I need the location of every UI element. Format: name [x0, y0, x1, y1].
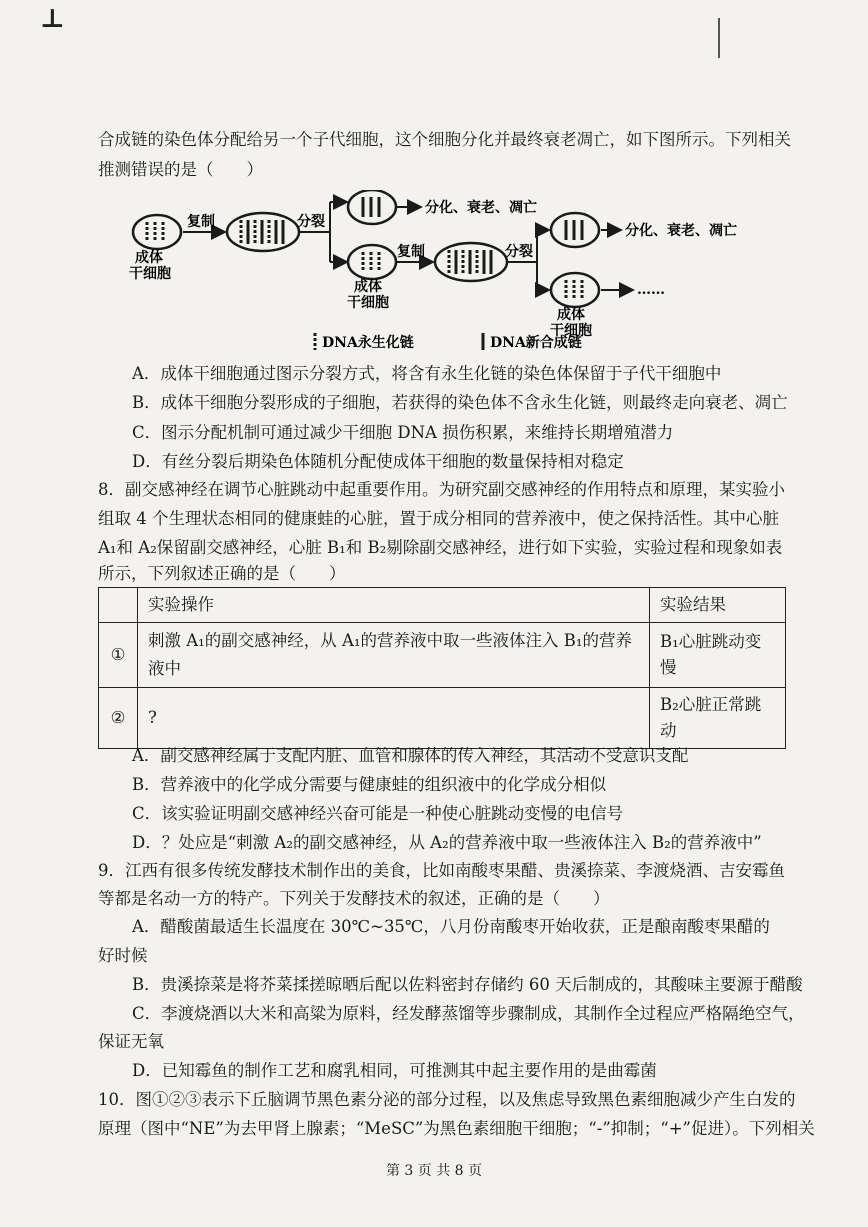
ellipsis-label: …… — [637, 282, 665, 298]
q10-line-2: 原理（图中“NE”为去甲肾上腺素；“MeSC”为黑色素细胞干细胞；“-”抑制；“+”促进）。下列相关 — [98, 1119, 815, 1138]
cell1-label-b: 干细胞 — [129, 266, 171, 282]
daughter-cell-upper — [348, 190, 396, 224]
q8-option-c: C．该实验证明副交感神经兴奋可能是一种使心脏跳动变慢的电信号 — [132, 804, 624, 823]
scan-artifact-line — [718, 18, 720, 58]
row1-result: B₁心脏跳动变慢 — [650, 623, 786, 688]
copy-label-2: 复制 — [397, 244, 425, 260]
q8-line-3: A₁和 A₂保留副交感神经，心脏 B₁和 B₂剔除副交感神经，进行如下实验，实验过程和现象如表 — [98, 538, 783, 557]
stem-cell-2 — [348, 245, 396, 279]
q9-option-a-1: A．醋酸菌最适生长温度在 30℃~35℃，八月份南酸枣开始收获，正是酿南酸枣果醋的 — [132, 917, 770, 936]
replicated-cell-2 — [435, 243, 507, 281]
intro-line-2: 推测错误的是（ ） — [98, 160, 263, 179]
row2-number: ② — [99, 688, 138, 749]
q7-option-c: C．图示分配机制可通过减少干细胞 DNA 损伤积累，来维持长期增殖潜力 — [132, 423, 674, 442]
page-footer: 第 3 页 共 8 页 — [385, 1163, 483, 1179]
cell2-label-a: 成体 — [354, 279, 382, 295]
stem-cell-1 — [133, 215, 181, 249]
q9-option-c-2: 保证无氧 — [98, 1032, 164, 1051]
q9-option-b: B．贵溪捺菜是将芥菜揉搓晾晒后配以佐料密封存储约 60 天后制成的，其酸味主要源于醋酸 — [132, 975, 803, 994]
table-header-row — [99, 588, 786, 623]
fate-label-1: 分化、衰老、凋亡 — [425, 200, 537, 216]
copy-label-1: 复制 — [187, 214, 215, 230]
q9-option-c-1: C．李渡烧酒以大米和高粱为原料，经发酵蒸馏等步骤制成，其制作全过程应严格隔绝空气， — [132, 1004, 805, 1023]
daughter-cell-upper-2 — [551, 213, 599, 247]
cell3-label-b: 干细胞 — [550, 323, 592, 339]
row2-result: B₂心脏正常跳动 — [650, 688, 786, 749]
table-row — [99, 688, 786, 749]
q8-line-4: 所示，下列叙述正确的是（ ） — [98, 564, 346, 583]
legend-old-strand: DNA永生化链 — [322, 335, 414, 351]
q8-line-2: 组取 4 个生理状态相同的健康蛙的心脏，置于成分相同的营养液中，使之保持活性。其中心脏 — [98, 509, 779, 528]
fate-label-2: 分化、衰老、凋亡 — [625, 223, 737, 239]
corner-mark: ⊥ — [40, 4, 65, 34]
q7-option-d: D．有丝分裂后期染色体随机分配使成体干细胞的数量保持相对稳定 — [132, 452, 624, 471]
split-label-2: 分裂 — [505, 244, 533, 260]
replicated-cell-1 — [227, 213, 299, 251]
experiment-table — [98, 587, 786, 749]
q8-option-d: D．？处应是“刺激 A₂的副交感神经，从 A₂的营养液中取一些液体注入 B₂的营养液中” — [132, 833, 762, 852]
header-result: 实验结果 — [650, 588, 786, 623]
q10-line-1: 10．图①②③表示下丘脑调节黑色素分泌的部分过程，以及焦虑导致黑色素细胞减少产生白发的 — [98, 1090, 796, 1109]
row1-operation: 刺激 A₁的副交感神经，从 A₁的营养液中取一些液体注入 B₁的营养液中 — [138, 623, 650, 688]
stem-cell-3 — [551, 273, 599, 307]
q7-option-a: A．成体干细胞通过图示分裂方式，将含有永生化链的染色体保留于子代干细胞中 — [132, 364, 722, 383]
q9-option-d: D．已知霉鱼的制作工艺和腐乳相同，可推测其中起主要作用的是曲霉菌 — [132, 1061, 657, 1080]
intro-line-1: 合成链的染色体分配给另一个子代细胞，这个细胞分化并最终衰老凋亡，如下图所示。下列相关 — [98, 130, 791, 149]
row2-operation: ? — [138, 688, 650, 749]
header-operation: 实验操作 — [138, 588, 650, 623]
split-label-1: 分裂 — [297, 214, 325, 230]
q8-option-a: A．副交感神经属于支配内脏、血管和腺体的传入神经，其活动不受意识支配 — [132, 746, 689, 765]
q9-line-2: 等都是名动一方的特产。下列关于发酵技术的叙述，正确的是（ ） — [98, 889, 610, 908]
cell3-label-a: 成体 — [557, 307, 585, 323]
cell1-label-a: 成体 — [135, 250, 163, 266]
legend-new-strand: DNA新合成链 — [490, 335, 582, 351]
q7-option-b: B．成体干细胞分裂形成的子细胞，若获得的染色体不含永生化链，则最终走向衰老、凋亡 — [132, 393, 788, 412]
cell2-label-b: 干细胞 — [347, 295, 389, 311]
table-row — [99, 623, 786, 688]
q8-option-b: B．营养液中的化学成分需要与健康蛙的组织液中的化学成分相似 — [132, 775, 607, 794]
row1-number: ① — [99, 623, 138, 688]
q9-line-1: 9．江西有很多传统发酵技术制作出的美食，比如南酸枣果醋、贵溪捺菜、李渡烧酒、吉安霉鱼 — [98, 861, 785, 880]
q9-option-a-2: 好时候 — [98, 946, 148, 965]
q8-line-1: 8．副交感神经在调节心脏跳动中起重要作用。为研究副交感神经的作用特点和原理，某实验小 — [98, 480, 785, 499]
stem-cell-division-diagram — [125, 190, 805, 360]
